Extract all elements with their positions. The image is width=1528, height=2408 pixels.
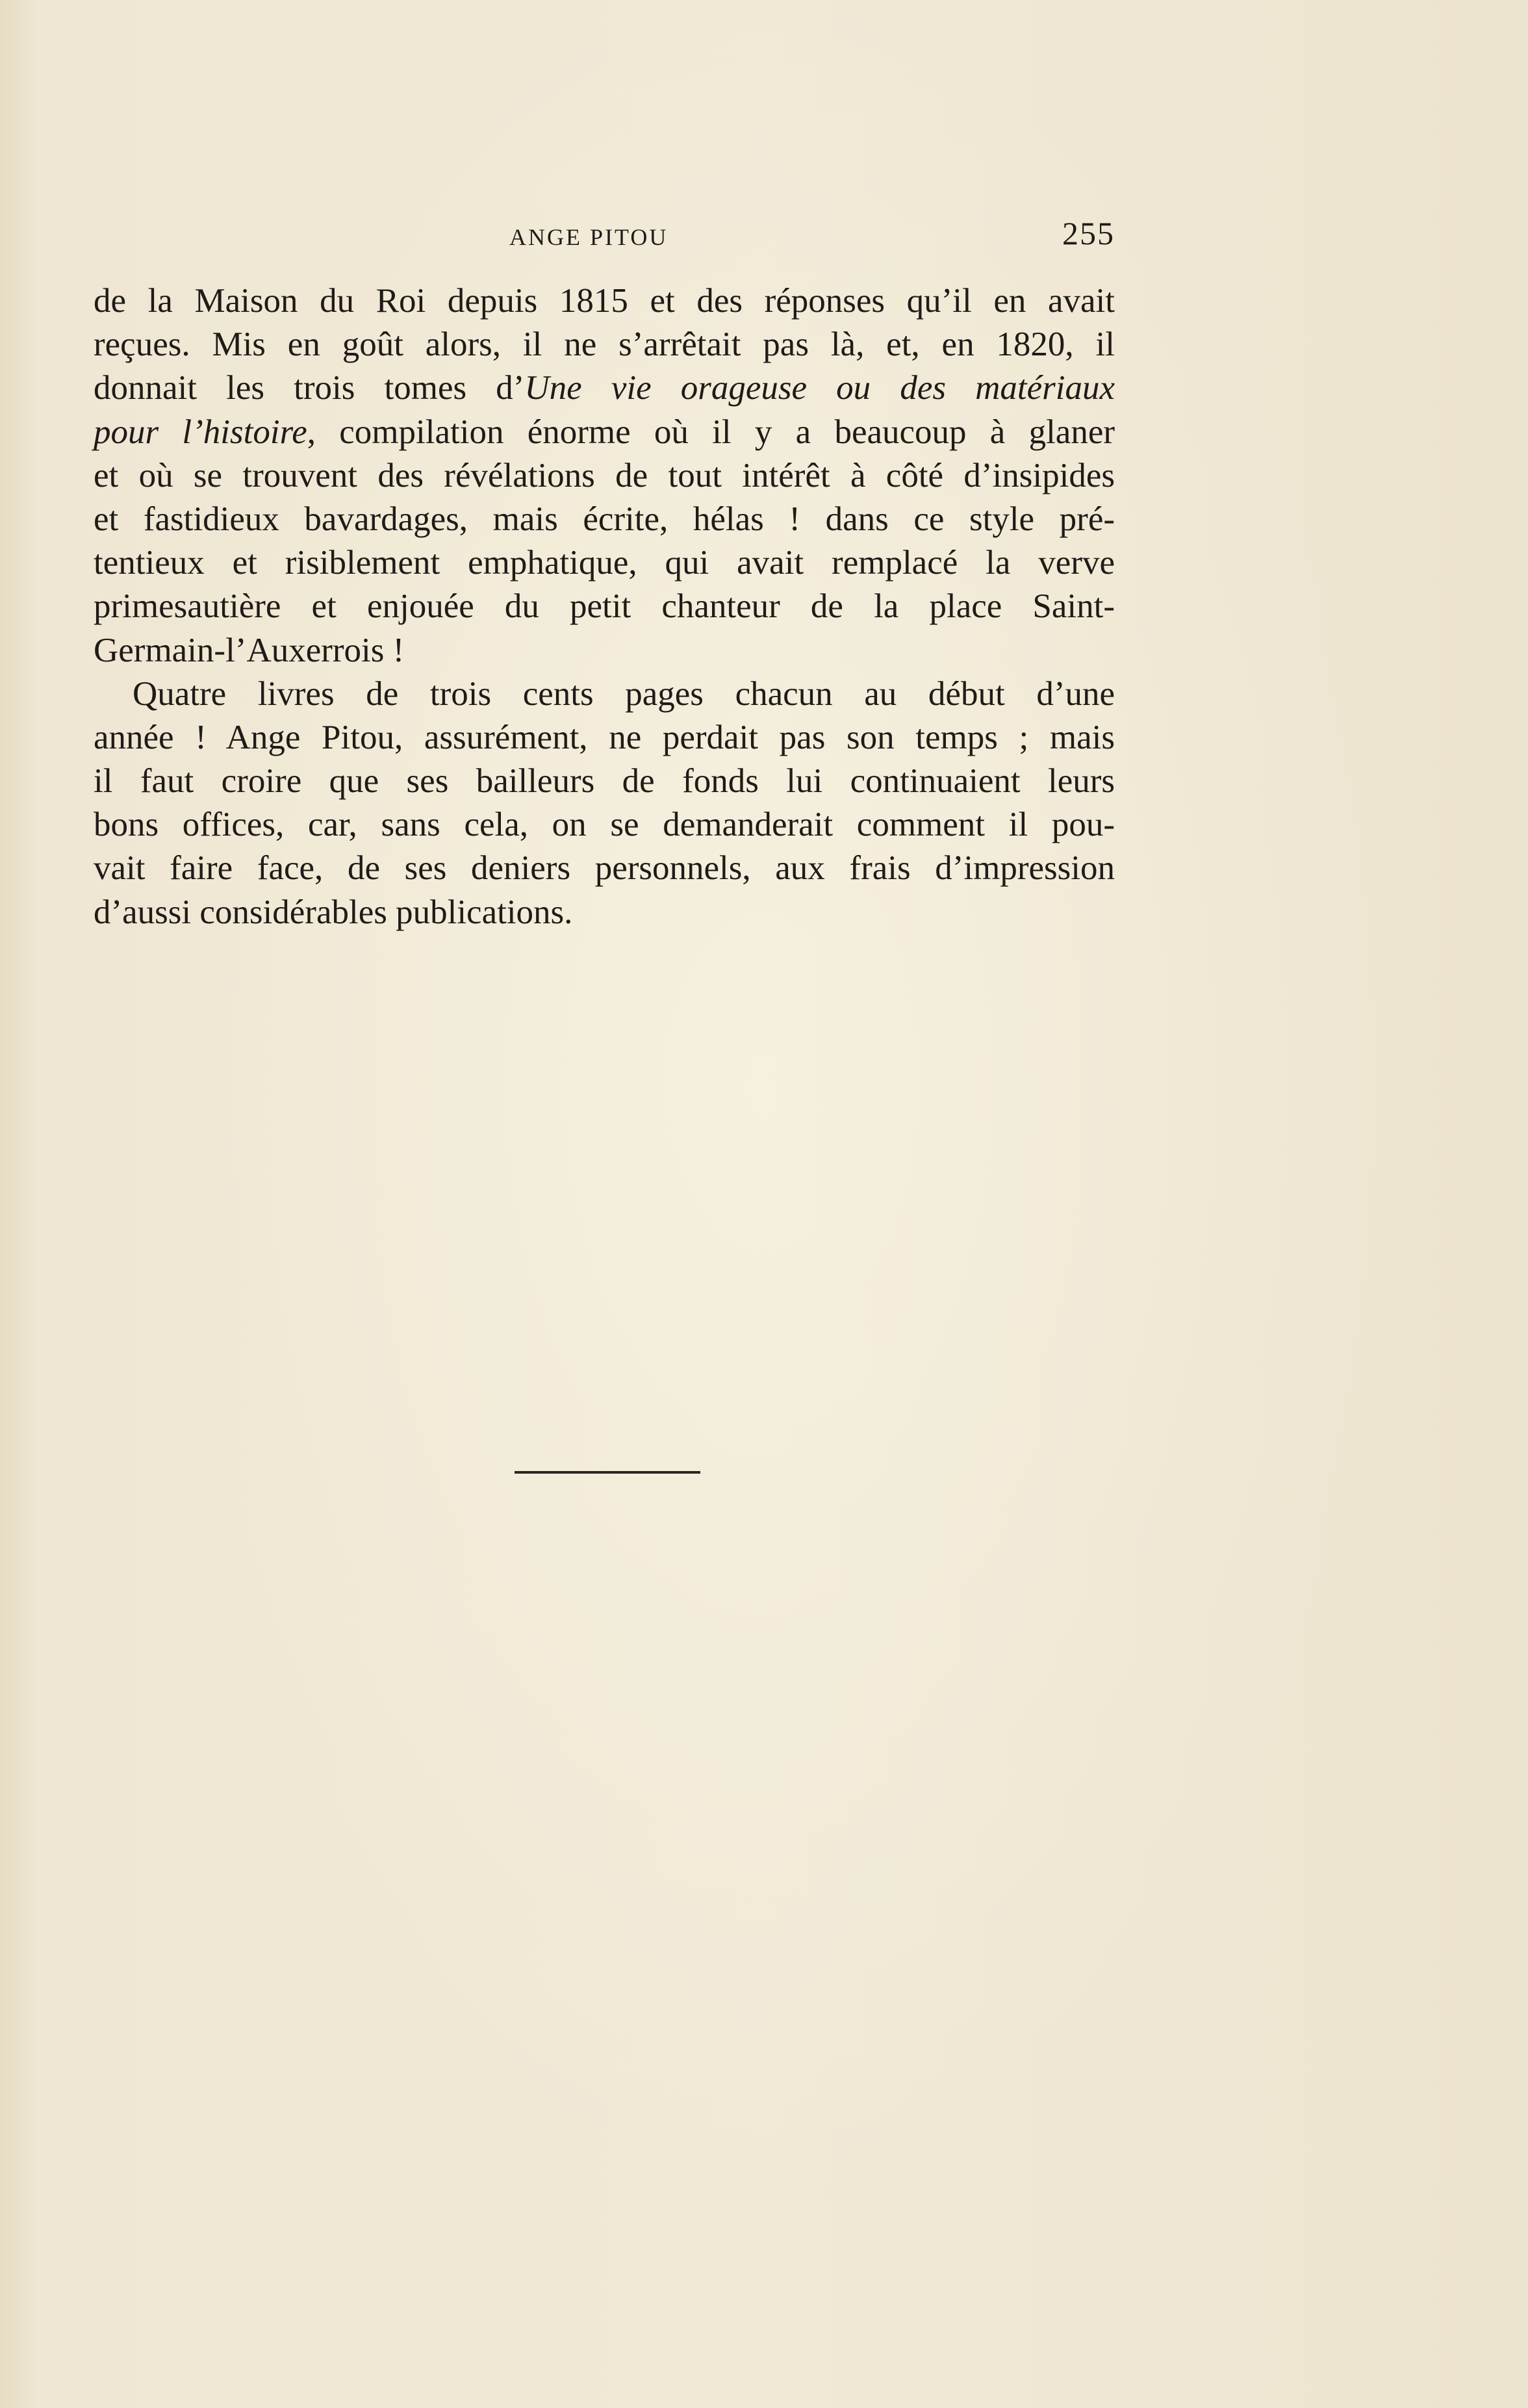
book-title-italic: pour l’histoire — [94, 413, 307, 451]
running-title: ANGE PITOU — [509, 224, 668, 250]
text-line: bons offices, car, sans cela, on se demanderait comment il pou- — [94, 806, 1115, 844]
body-text — [94, 279, 1115, 934]
text-line: pour l’histoire, compilation énorme où il y a beaucoup à glaner — [94, 413, 1115, 451]
text-line: donnait les trois tomes d’Une vie orageuse ou des matériaux — [94, 369, 1115, 407]
text-line: primesautière et enjouée du petit chanteur de la place Saint- — [94, 587, 1115, 626]
text-line: Quatre livres de trois cents pages chacun au début d’une — [133, 674, 1115, 713]
end-of-chapter-rule — [515, 1471, 700, 1474]
text-line: et où se trouvent des révélations de tout intérêt à côté d’insipides — [94, 456, 1115, 494]
page-number: 255 — [1062, 215, 1115, 251]
book-title-italic: Une vie orageuse ou des matériaux — [524, 369, 1115, 407]
text-line: et fastidieux bavardages, mais écrite, hélas ! dans ce style pré- — [94, 500, 1115, 538]
text-line: année ! Ange Pitou, assurément, ne perdait pas son temps ; mais — [94, 718, 1115, 756]
text-line: tentieux et risiblement emphatique, qui avait remplacé la verve — [94, 544, 1115, 582]
text-line: d’aussi considérables publications. — [94, 893, 573, 931]
text-line: de la Maison du Roi depuis 1815 et des réponses qu’il en avait — [94, 282, 1115, 320]
text-line: reçues. Mis en goût alors, il ne s’arrêtait pas là, et, en 1820, il — [94, 326, 1115, 364]
text-line: Germain-l’Auxerrois ! — [94, 631, 405, 669]
text-line: vait faire face, de ses deniers personnels, aux frais d’impression — [94, 849, 1115, 888]
text-line: il faut croire que ses bailleurs de fonds lui continuaient leurs — [94, 762, 1115, 801]
page-header — [94, 214, 1115, 260]
